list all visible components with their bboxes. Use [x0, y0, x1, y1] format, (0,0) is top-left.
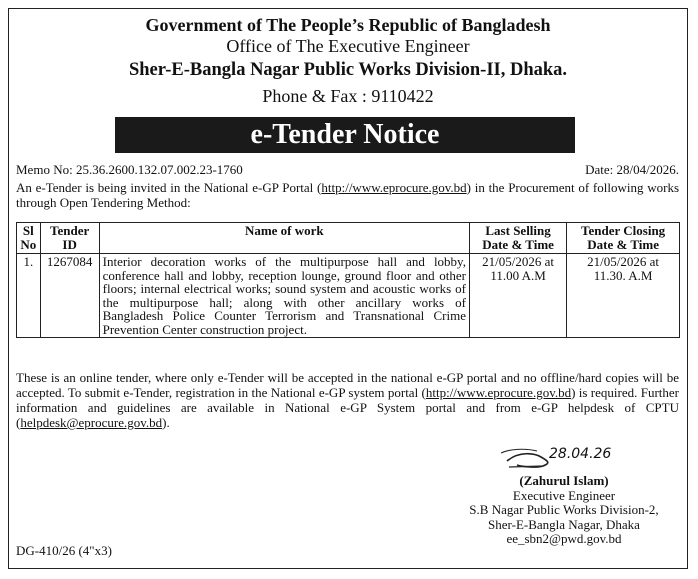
- tender-table: [16, 222, 680, 338]
- signer-designation: Executive Engineer: [512, 487, 616, 503]
- notice-frame: [8, 8, 688, 569]
- phone-fax: Phone & Fax : 9110422: [262, 86, 434, 106]
- eprocure-link[interactable]: http://www.eprocure.gov.bd: [425, 385, 572, 400]
- cell-last-selling: 21/05/2026 at 11.00 A.M: [469, 254, 566, 338]
- signer-address: Sher-E-Bangla Nagar, Dhaka: [488, 516, 640, 532]
- government-title: Government of The People’s Republic of Bangladesh: [145, 15, 551, 35]
- online-text-2: ) is required. Further information and guidelines are available in National e-GP System portal and from e-GP helpdesk of CPTU (: [16, 385, 679, 430]
- signer-name: (Zahurul Islam): [519, 473, 609, 488]
- intro-text-before: An e-Tender is being invited in the National e-GP Portal (: [16, 180, 322, 195]
- signer-block: [449, 474, 679, 547]
- header-tender-id: Tender ID: [40, 223, 99, 254]
- header-last-selling: Last Selling Date & Time: [469, 223, 566, 254]
- handwritten-date: 28.04.26: [549, 446, 612, 462]
- division-title: Sher-E-Bangla Nagar Public Works Division-II, Dhaka.: [128, 60, 568, 80]
- cell-tender-id: 1267084: [40, 254, 99, 338]
- etender-banner: e-Tender Notice: [115, 117, 575, 153]
- cell-closing: 21/05/2026 at 11.30. A.M: [567, 254, 680, 338]
- online-text-1: These is an online tender, where only e-Tender will be accepted in the national e-GP portal and no offline/hard copies will be accepted. To submit e-Tender, registration in the National e-GP system portal (: [16, 370, 679, 400]
- helpdesk-email-link[interactable]: helpdesk@eprocure.gov.bd: [20, 415, 163, 430]
- cell-name-of-work: Interior decoration works of the multipurpose hall and lobby, conference hall and lobby, reception lounge, ground floor and other floors; internal electrical works; sound system and acoustic works of the multipurpose hall; along with other ancillary works of Bangladesh Police Counter Terrorism and Transnational Crime Prevention Center construction project.: [99, 254, 469, 338]
- signer-office: S.B Nagar Public Works Division-2,: [469, 502, 659, 517]
- header-sl: Sl No: [17, 223, 41, 254]
- table-header-row: [17, 223, 680, 254]
- intro-paragraph: [16, 181, 679, 210]
- intro-text-after: ) in the Procurement of following works through Open Tendering Method:: [16, 180, 680, 210]
- office-title: Office of The Executive Engineer: [226, 36, 470, 56]
- dg-code: DG-410/26 (4"x3): [16, 543, 112, 558]
- header-name-of-work: Name of work: [99, 223, 469, 254]
- egp-portal-link[interactable]: http://www.eprocure.gov.bd: [321, 180, 467, 195]
- cell-sl: 1.: [17, 254, 41, 338]
- notice-date: Date: 28/04/2026.: [585, 162, 679, 177]
- online-text-3: ).: [162, 415, 170, 430]
- online-tender-paragraph: [16, 370, 679, 430]
- table-row: [17, 254, 680, 338]
- memo-number: Memo No: 25.36.2600.132.07.002.23-1760: [16, 162, 243, 177]
- signer-email: ee_sbn2@pwd.gov.bd: [506, 531, 622, 546]
- header-closing: Tender Closing Date & Time: [567, 223, 680, 254]
